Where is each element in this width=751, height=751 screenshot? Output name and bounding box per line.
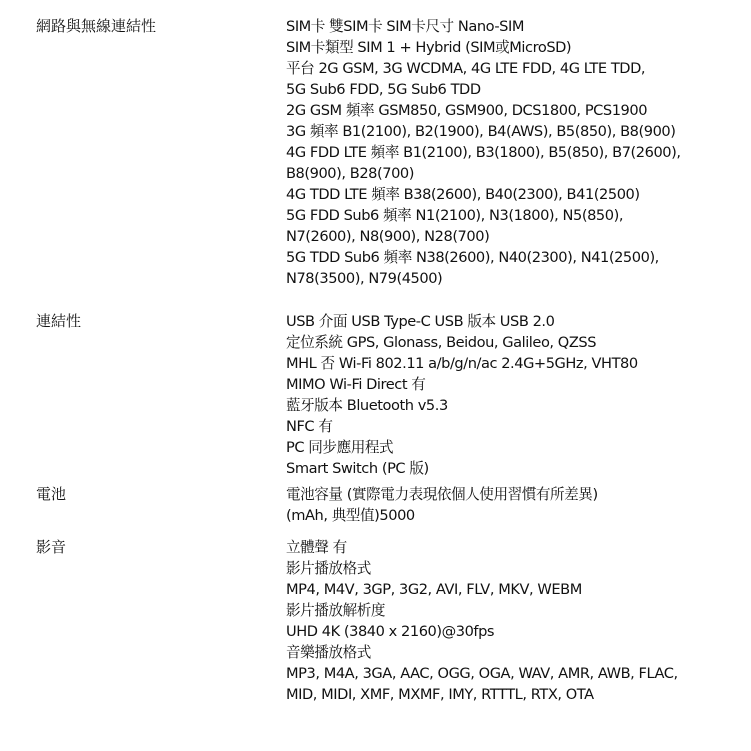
spec-line: B8(900), B28(700) [286, 165, 414, 182]
spec-line: SIM卡 雙SIM卡 SIM卡尺寸 Nano-SIM [286, 18, 524, 35]
spec-lines-connectivity [286, 311, 746, 479]
spec-line: PC 同步應用程式 [286, 439, 394, 456]
spec-line: MIMO Wi-Fi Direct 有 [286, 376, 426, 393]
spec-line: SIM卡類型 SIM 1 + Hybrid (SIM或MicroSD) [286, 39, 572, 56]
spec-line: 影片播放解析度 [286, 602, 386, 619]
spec-line: 5G FDD Sub6 頻率 N1(2100), N3(1800), N5(850), [286, 207, 624, 224]
spec-line: 立體聲 有 [286, 539, 347, 556]
spec-line: 3G 頻率 B1(2100), B2(1900), B4(AWS), B5(850), B8(900) [286, 123, 676, 140]
spec-line: 5G Sub6 FDD, 5G Sub6 TDD [286, 81, 481, 98]
spec-line: MID, MIDI, XMF, MXMF, IMY, RTTTL, RTX, OTA [286, 686, 594, 703]
spec-line: (mAh, 典型值)5000 [286, 507, 415, 524]
spec-line: 平台 2G GSM, 3G WCDMA, 4G LTE FDD, 4G LTE TDD, [286, 60, 646, 77]
spec-line: 電池容量 (實際電力表現依個人使用習慣有所差異) [286, 486, 598, 503]
spec-line: 影片播放格式 [286, 560, 371, 577]
section-label-connectivity: 連結性 [36, 312, 82, 330]
spec-line: MP3, M4A, 3GA, AAC, OGG, OGA, WAV, AMR, AWB, FLAC, [286, 665, 678, 682]
spec-line: N7(2600), N8(900), N28(700) [286, 228, 490, 245]
section-label-audio: 影音 [36, 538, 67, 556]
section-label-network: 網路與無線連結性 [36, 17, 157, 35]
spec-line: Smart Switch (PC 版) [286, 460, 429, 477]
spec-line: USB 介面 USB Type-C USB 版本 USB 2.0 [286, 313, 555, 330]
spec-line: 音樂播放格式 [286, 644, 371, 661]
spec-line: 4G TDD LTE 頻率 B38(2600), B40(2300), B41(2500) [286, 186, 640, 203]
spec-line: UHD 4K (3840 x 2160)@30fps [286, 623, 495, 640]
spec-line: MP4, M4V, 3GP, 3G2, AVI, FLV, MKV, WEBM [286, 581, 582, 598]
spec-lines-network [286, 16, 746, 289]
spec-lines-battery [286, 484, 746, 526]
spec-line: 2G GSM 頻率 GSM850, GSM900, DCS1800, PCS1900 [286, 102, 648, 119]
section-label-battery: 電池 [36, 485, 67, 503]
spec-line: NFC 有 [286, 418, 333, 435]
spec-line: N78(3500), N79(4500) [286, 270, 443, 287]
spec-line: 定位系統 GPS, Glonass, Beidou, Galileo, QZSS [286, 334, 597, 351]
spec-line: MHL 否 Wi-Fi 802.11 a/b/g/n/ac 2.4G+5GHz, VHT80 [286, 355, 638, 372]
spec-line: 藍牙版本 Bluetooth v5.3 [286, 397, 448, 414]
spec-line: 4G FDD LTE 頻率 B1(2100), B3(1800), B5(850), B7(2600), [286, 144, 681, 161]
spec-lines-audio [286, 537, 746, 705]
spec-line: 5G TDD Sub6 頻率 N38(2600), N40(2300), N41(2500), [286, 249, 659, 266]
